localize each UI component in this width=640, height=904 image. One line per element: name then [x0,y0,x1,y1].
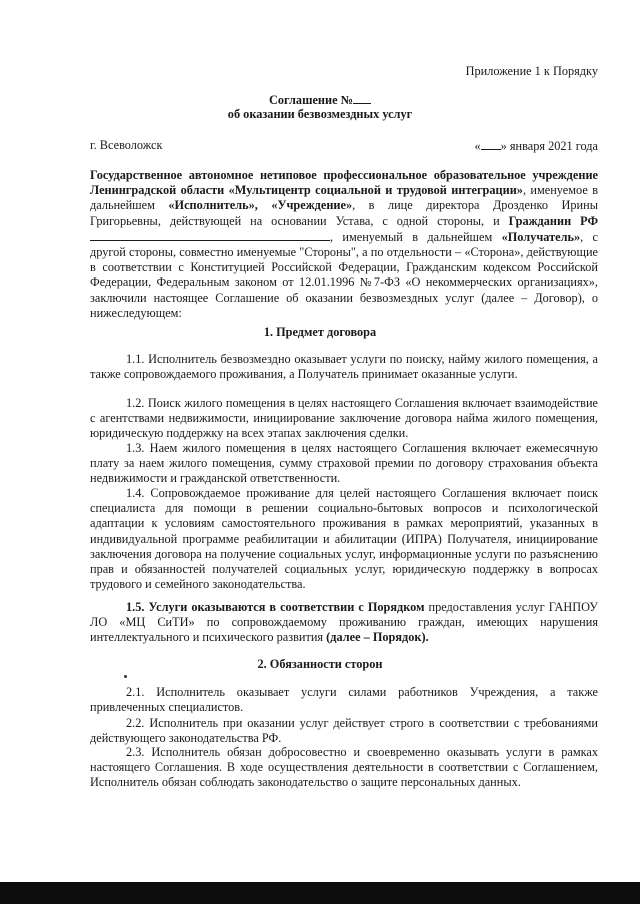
clause-2-1: 2.1. Исполнитель оказывает услуги силами работников Учреждения, а также привлеченных специалистов. [90,685,598,715]
clause-1-2: 1.2. Поиск жилого помещения в целях настоящего Соглашения включает взаимодействие с агентствами недвижимости, инициирование заключение договора найма жилого помещения, юридическую поддержку на всех этапах заключения сделки. [90,396,598,441]
clause-1-1: 1.1. Исполнитель безвозмездно оказывает услуги по поиску, найму жилого помещения, а также сопровождаемого проживания, а Получатель принимает оказанные услуги. [90,352,598,382]
recipient-alias: «Получатель» [501,229,581,244]
executor-org: Государственное автономное нетиповое профессиональное образовательное учреждение Ленинградской области «Мультицентр социальной и трудовой интеграции» [90,168,598,198]
document-subtitle: об оказании безвозмездных услуг [227,107,413,121]
title-prefix: Соглашение № [269,93,353,107]
agreement-date [474,138,598,154]
date-rest: » января 2021 года [500,139,598,153]
clause-1-5-end: (далее – Порядок). [326,630,429,645]
day-blank [481,138,501,150]
citizen-label: Гражданин РФ [508,213,599,228]
intro-text-3: , именуемый в дальнейшем [330,229,502,244]
intro-text-1: , именуемое в дальнейшем [90,183,598,213]
clause-1-4: 1.4. Сопровождаемое проживание для целей настоящего Соглашения включает поиск специалиста для помощи в решении социально-бытовых вопросов и психологической адаптации к условиям самостоятельного проживания в рамках мероприятий, указанных в индивидуальной программе реабилитации и абилитации (ИПРА) Получателя, инициирование заключения договора на получение социальных услуг, информационные услуги по разъяснению прав и обязанностей получателей социальных услуг, юридическую поддержку в вопросах трудового и семейного законодательства. [90,486,598,592]
scan-bottom-edge [0,882,640,904]
section-2-title: 2. Обязанности сторон [257,657,383,671]
scan-speck [124,675,127,678]
intro-paragraph [90,168,598,321]
clause-2-3: 2.3. Исполнитель обязан добросовестно и своевременно оказывать услуги в рамках настоящего Соглашения. В ходе осуществления деятельности в соответствии с Соглашением, Исполнитель обязан соблюдать законодательство о защите персональных данных. [90,745,598,790]
agreement-number-blank [353,92,371,104]
city: г. Всеволожск [90,138,163,152]
clause-1-3: 1.3. Наем жилого помещения в целях настоящего Соглашения включает ежемесячную плату за наем жилого помещения, сумму страховой премии по договору страхования объекта недвижимости и гражданской ответственности. [90,441,598,486]
date-open-quote: « [474,139,481,153]
section-1-title: 1. Предмет договора [263,325,377,339]
executor-alias: «Исполнитель», «Учреждение» [168,198,353,213]
citizen-name-blank [90,229,330,241]
clause-1-5-text: предоставления услуг ГАНПОУ ЛО «МЦ СиТИ» по сопровождаемому проживанию граждан, имеющих нарушения интеллектуального и психического развития [90,600,598,645]
intro-text-4: , с другой стороны, совместно именуемые "Стороны", а по отдельности – «Сторона», действующие в соответствии с Конституцией Российской Федерации, Гражданским кодексом Российской Федерации, Федеральным законом от 12.01.1996 №7-ФЗ «О некоммерческих организациях», заключили настоящее Соглашение об оказании безвозмездных услуг (далее – Договор), о нижеследующем: [90,229,599,320]
appendix-note: Приложение 1 к Порядку [465,64,598,78]
clause-1-5 [90,600,598,646]
clause-1-5-bold: 1.5. Услуги оказываются в соответствии с Порядком [126,600,425,614]
clause-2-2: 2.2. Исполнитель при оказании услуг действует строго в соответствии с требованиями действующего законодательства РФ. [90,716,598,746]
intro-text-2: , в лице директора Дрозденко Ирины Григорьевны, действующей на основании Устава, с одной стороны, и [90,198,598,228]
document-title [0,92,640,108]
